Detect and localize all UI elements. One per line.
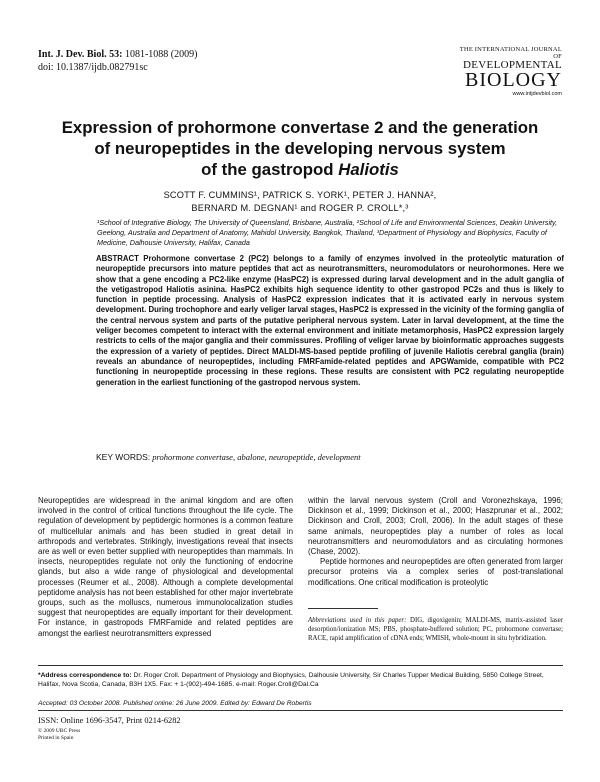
paper-title bbox=[40, 117, 560, 180]
correspondence-text: Dr. Roger Croll. Department of Physiology and Biophysics, Dalhousie University, Sir Charles Tupper Medical Building, 5850 College Street, Halifax, Nova Scotia, Canada, B3H 1X5. Fax: + 1-(902)-494-1685. e-mail: Roger.Croll@Dal.Ca bbox=[38, 672, 544, 688]
title-line-3-plain: of the gastropod bbox=[201, 160, 339, 179]
body-paragraph: Neuropeptides are widespread in the animal kingdom and are often involved in the control of critical functions throughout the life cycle. The regulation of development by peptidergic hormones is a common feature of multicellular animals and has been studied in great detail in arthropods and vertebrates. Strikingly, investigations reveal that insects are as well or even better supplied with neuropeptides than mammals. In insects, neuropeptides regulate not only the functioning of endocrine glands, but also a wide range of physiological and developmental processes (Reumer et al., 2008). Although a complete developmental peptidome analysis has not been established for other major invertebrate groups, such as the molluscs, numerous immunolocalization studies suggest that neuropeptides are equally important for their development. For instance, in gastropods FMRFamide and related peptides are amongst the earliest neurotransmitters expressed bbox=[38, 496, 293, 638]
journal-pages: 1081-1088 (2009) bbox=[122, 49, 198, 60]
author-list bbox=[40, 189, 560, 214]
journal-ref: Int. J. Dev. Biol. 53: bbox=[38, 49, 123, 60]
footnote-divider bbox=[308, 608, 378, 609]
logo-url[interactable]: www.intjdevbiol.com bbox=[512, 91, 562, 97]
body-column-left bbox=[38, 496, 293, 639]
title-line-2: of neuropeptides in the developing nervous system bbox=[94, 139, 506, 158]
abstract bbox=[96, 254, 564, 388]
journal-citation bbox=[38, 48, 197, 74]
body-column-right bbox=[308, 496, 563, 588]
journal-logo bbox=[454, 46, 562, 98]
issn: ISSN: Online 1696-3547, Print 0214-6282 bbox=[38, 716, 181, 725]
publication-dates: Accepted: 03 October 2008. Published online: 26 June 2009. Edited by: Edward De Robertis bbox=[38, 700, 312, 707]
abstract-text: Prohormone convertase 2 (PC2) belongs to a family of enzymes involved in the proteolytic maturation of neuropeptide precursors into mature peptides that act as neurotransmitters, neuromodulators or neurohormones. Here we show that a gene encoding a PC2-like enzyme (HasPC2) is expressed during larval development and in the adult ganglia of the vetigastropod Haliotis asinina. HasPC2 exhibits high sequence identity to other gastropod PC2s and thus is likely to function in peptide processing. Analysis of HasPC2 expression indicates that it is activated early in nervous system development. During trochophore and early veliger larval stages, HasPC2 is expressed in the vicinity of the forming ganglia of the central nervous system and parts of the putative peripheral nervous system. Later in larval development, at the time the veliger becomes competent to interact with the external environment and initiate metamorphosis, HasPC2 expression largely restricts to cells of the major ganglia and their commissures. Profiling of veliger larvae by bioinformatic approaches suggests the expression of a variety of peptides. Direct MALDI-MS-based peptide profiling of juvenile Haliotis cerebral ganglia (brain) reveals an abundance of neuropeptides, including FMRFamide-related peptides and APGWamide, compatible with PC2 functioning in neuropeptide processing in these regions. These results are consistent with PC2 regulating neuropeptide generation in the earliest functioning of the gastropod nervous system. bbox=[96, 254, 564, 387]
keywords-values: prohormone convertase, abalone, neuropeptide, development bbox=[150, 452, 361, 462]
footer-divider bbox=[38, 665, 563, 666]
abbreviations-label: Abbreviations used in this paper: bbox=[308, 617, 407, 624]
title-line-1: Expression of prohormone convertase 2 and the generation bbox=[61, 118, 539, 137]
body-paragraph: within the larval nervous system (Croll and Voronezhskaya, 1996; Dickinson et al., 1999; Dickinson et al., 2000; Haszprunar et al., 2002; Dickinson and Croll, 2003; Croll, 2006). In the adult stages of these same animals, neuropeptides play a number of roles as local neurotransmitters and neuromodulators and as circulating hormones (Chase, 2002). bbox=[308, 496, 563, 557]
title-line-3-italic: Haliotis bbox=[338, 160, 399, 179]
footer-divider-bottom bbox=[38, 710, 563, 711]
correspondence-label: *Address correspondence to: bbox=[38, 672, 132, 679]
authors-line-1: SCOTT F. CUMMINS¹, PATRICK S. YORK¹, PETER J. HANNA², bbox=[163, 190, 437, 200]
logo-line-1: THE INTERNATIONAL JOURNAL OF bbox=[459, 46, 562, 60]
logo-line-3: BIOLOGY bbox=[465, 69, 562, 91]
printed-in: Printed in Spain bbox=[38, 735, 74, 741]
logo-line-2: DEVELOPMENTAL bbox=[463, 59, 562, 71]
abbreviations-text: DIG, digoxigenin; MALDI-MS, matrix-assisted laser desorption/ionization MS; PBS, phosphate-buffered solution; PC, prohormone convertase; RACE, rapid amplification of cDNA ends; WMISH, whole-mount in situ hybridization. bbox=[308, 617, 563, 642]
abbreviations-footnote bbox=[308, 616, 563, 643]
body-paragraph: Peptide hormones and neuropeptides are often generated from larger precursor proteins via a complex series of post-translational modifications. One critical modification is proteolytic bbox=[308, 557, 564, 587]
doi[interactable]: doi: 10.1387/ijdb.082791sc bbox=[38, 62, 148, 73]
correspondence bbox=[38, 671, 563, 689]
keywords-label: KEY WORDS: bbox=[96, 452, 151, 462]
keywords bbox=[96, 452, 564, 462]
authors-line-2: BERNARD M. DEGNAN¹ and ROGER P. CROLL*,³ bbox=[191, 202, 409, 213]
title-line-3 bbox=[40, 159, 560, 180]
abstract-label: ABSTRACT bbox=[96, 254, 139, 263]
affiliations: ¹School of Integrative Biology, The University of Queensland, Brisbane, Australia, ²School of Life and Environmental Sciences, Deakin University, Geelong, Australia and Department of Anatomy, Mahidol University, Bangkok, Thailand, ³Department of Physiology and Biophysics, Faculty of Medicine, Dalhousie University, Halifax, Canada bbox=[97, 218, 558, 247]
copyright: © 2009 UBC Press bbox=[38, 728, 81, 734]
